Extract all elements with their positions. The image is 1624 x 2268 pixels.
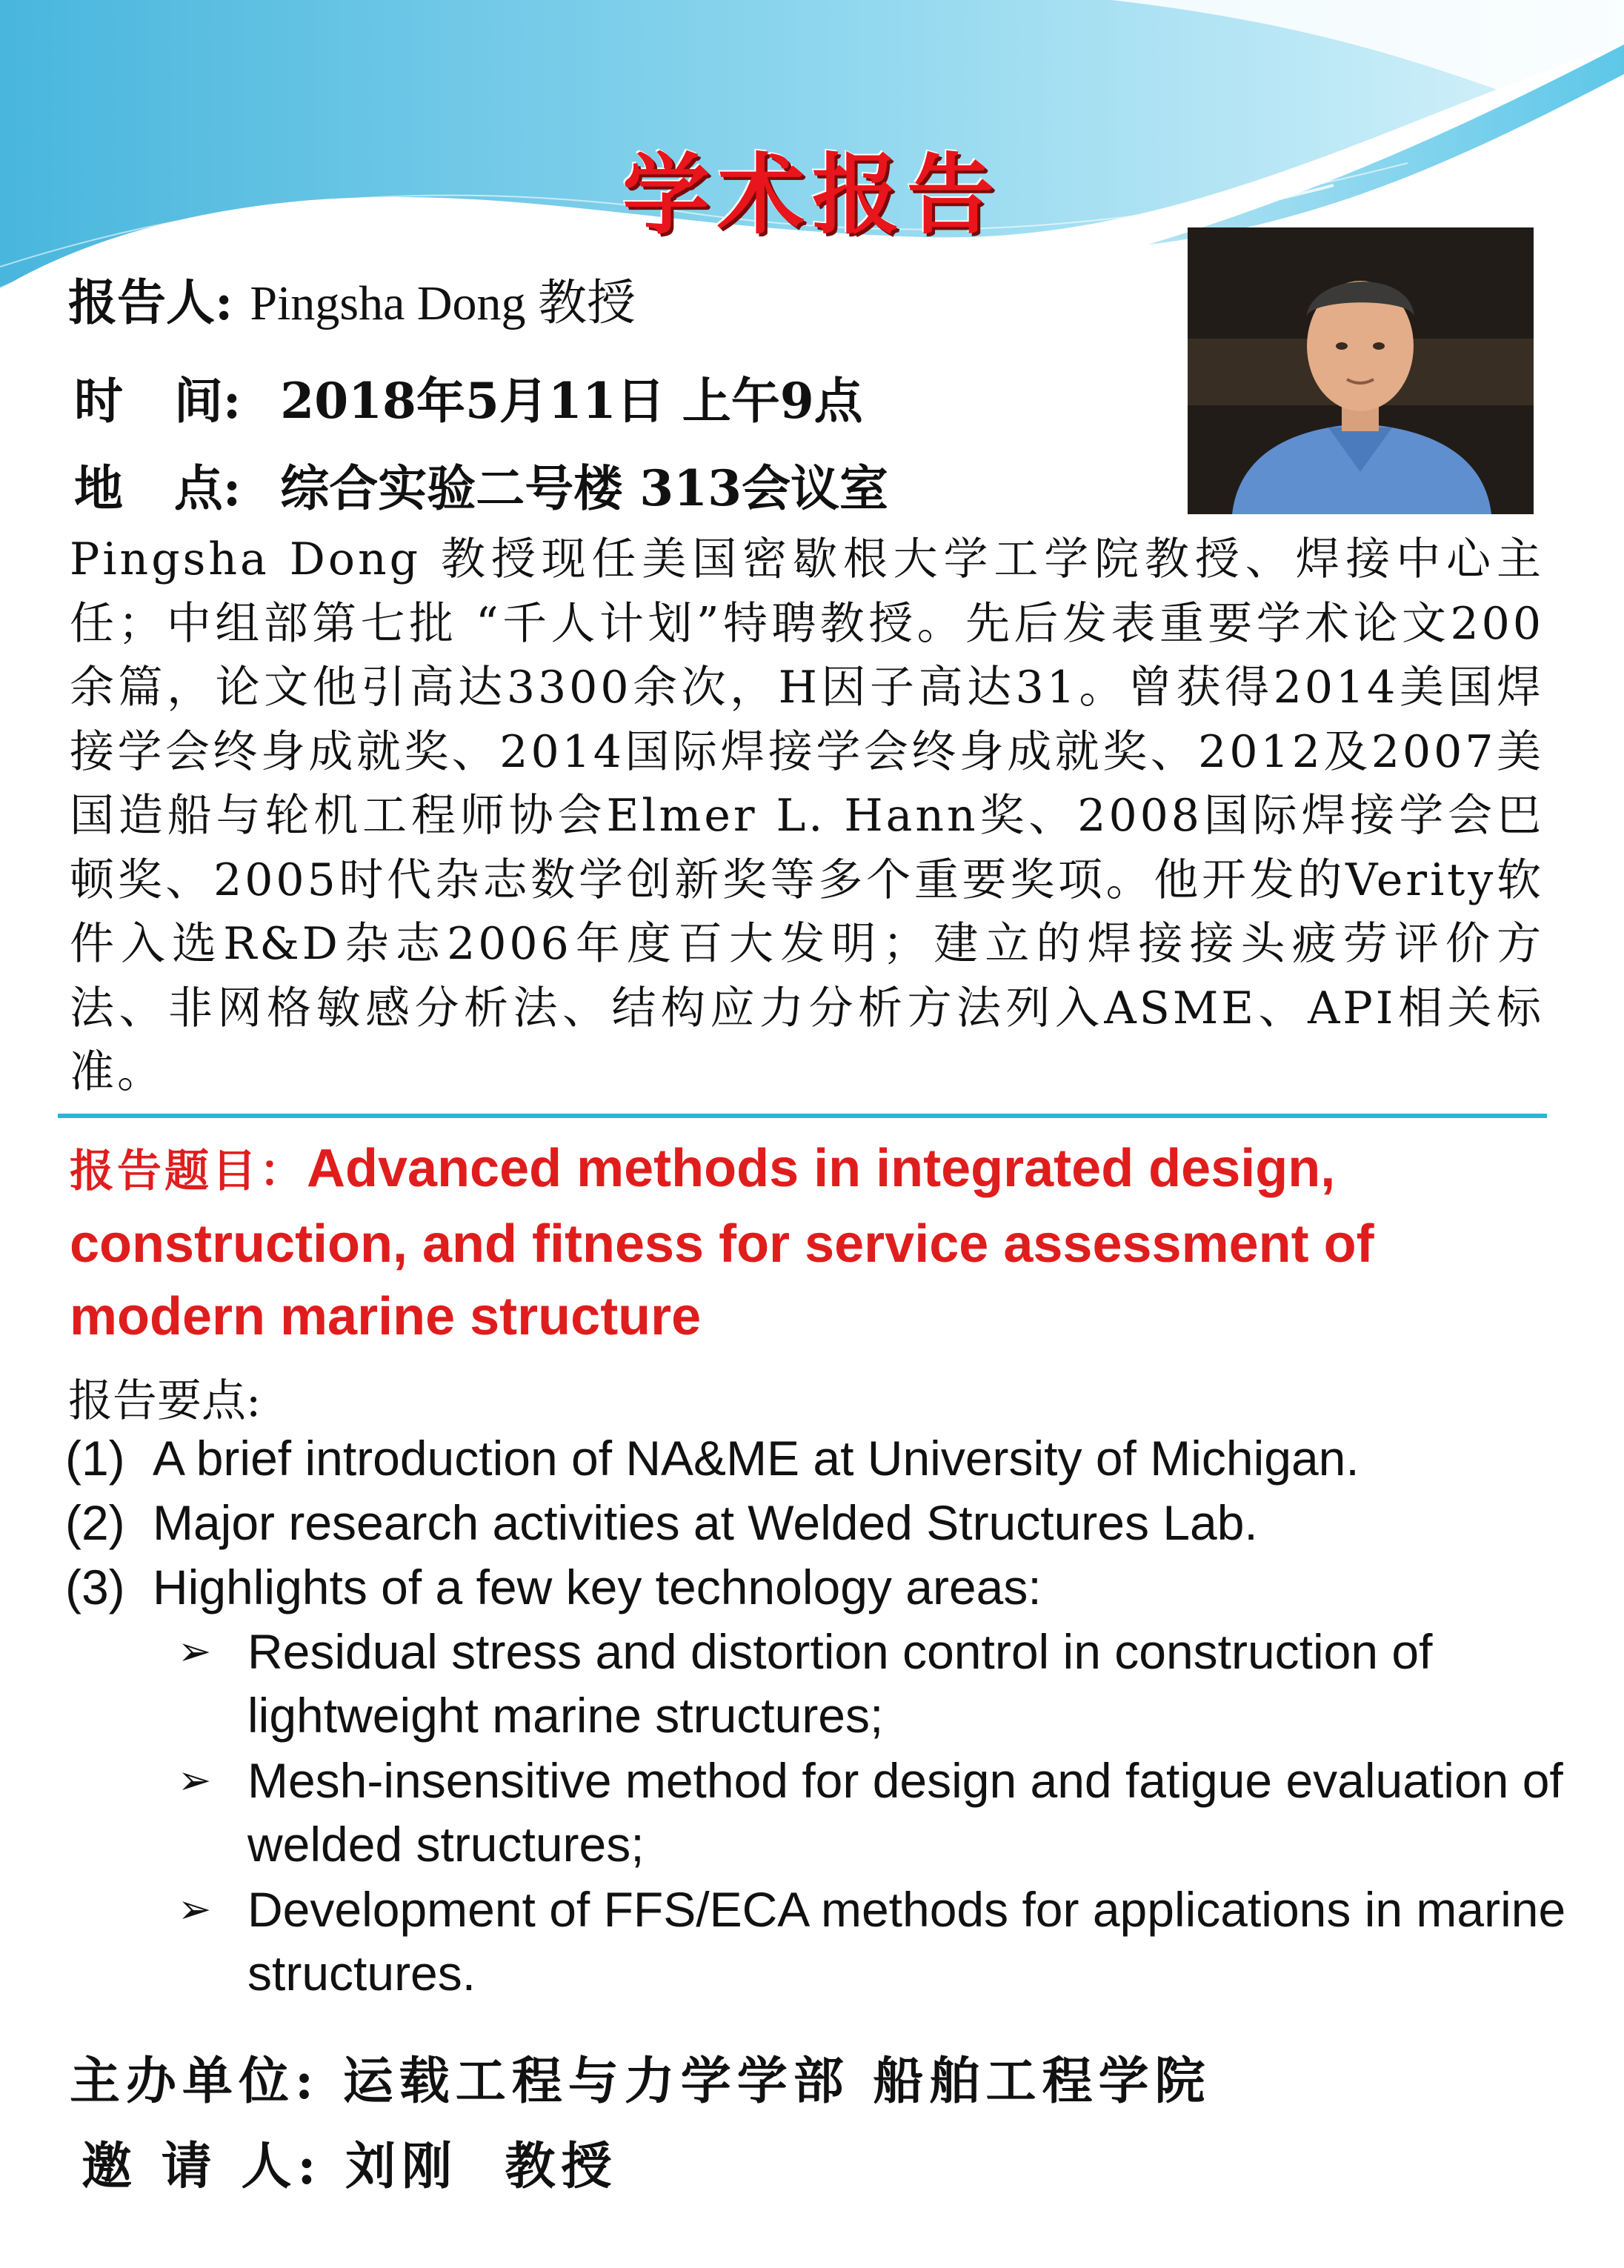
key-point-number: (1)	[65, 1431, 125, 1486]
key-point-text: A brief introduction of NA&ME at University of Michigan.	[153, 1431, 1360, 1486]
speaker-photo	[1188, 227, 1534, 514]
location-line	[74, 449, 888, 519]
sub-point-text: Residual stress and distortion control in construction of lightweight marine structures;	[247, 1624, 1433, 1743]
talk-topic	[70, 1132, 1559, 1353]
page-title: 学术报告	[622, 144, 1002, 246]
organizer-label: 主办单位:	[70, 2052, 320, 2111]
topic-title: Advanced methods in integrated design, construction, and fitness for service assessment of modern marine structure	[70, 1139, 1374, 1346]
time-label: 时 间:	[74, 372, 242, 430]
key-point-item	[65, 1555, 1042, 1619]
speaker-line	[68, 263, 636, 333]
arrow-bullet-icon: ➢	[178, 1758, 212, 1803]
sub-point-item	[178, 1878, 1585, 2005]
key-point-item	[65, 1426, 1360, 1490]
key-point-number: (2)	[65, 1495, 125, 1550]
sub-point-item	[178, 1620, 1585, 1747]
speaker-label: 报告人:	[68, 273, 233, 331]
location-value: 综合实验二号楼 313会议室	[280, 459, 889, 517]
inviter-line	[81, 2126, 618, 2198]
key-point-item	[65, 1491, 1258, 1554]
sub-point-item	[178, 1749, 1585, 1876]
sub-point-text: Mesh-insensitive method for design and fatigue evaluation of welded structures;	[247, 1753, 1563, 1872]
time-line	[74, 362, 863, 432]
section-divider	[58, 1114, 1547, 1118]
speaker-name: Pingsha Dong 教授	[250, 276, 636, 330]
key-point-text: Major research activities at Welded Structures Lab.	[153, 1495, 1258, 1550]
location-label: 地 点:	[74, 459, 242, 517]
organizer-value: 运载工程与力学学部 船舶工程学院	[342, 2052, 1211, 2111]
organizer-line	[70, 2041, 1211, 2113]
key-point-text: Highlights of a few key technology areas:	[153, 1560, 1042, 1614]
topic-label: 报告题目：	[70, 1145, 307, 1197]
inviter-value: 刘刚 教授	[345, 2137, 618, 2196]
arrow-bullet-icon: ➢	[178, 1629, 212, 1674]
key-point-number: (3)	[65, 1560, 125, 1614]
time-value: 2018年5月11日 上午9点	[280, 372, 863, 430]
inviter-label: 邀 请 人:	[81, 2137, 322, 2196]
key-points-label: 报告要点:	[68, 1375, 262, 1427]
arrow-bullet-icon: ➢	[178, 1887, 212, 1932]
sub-point-text: Development of FFS/ECA methods for applications in marine structures.	[247, 1882, 1566, 2001]
speaker-bio: Pingsha Dong 教授现任美国密歇根大学工学院教授、焊接中心主任；中组部第七批 “千人计划”特聘教授。先后发表重要学术论文200余篇，论文他引高达3300余次，H因子高达31。曾获得2014美国焊接学会终身成就奖、2014国际焊接学会终身成就奖、2012及2007美国造船与轮机工程师协会Elmer L. Hann奖、2008国际焊接学会巴顿奖、2005时代杂志数学创新奖等多个重要奖项。他开发的Verity软件入选R&D杂志2006年度百大发明；建立的焊接接头疲劳评价方法、非网格敏感分析法、结构应力分析方法列入ASME、API相关标准。	[70, 533, 1544, 1098]
